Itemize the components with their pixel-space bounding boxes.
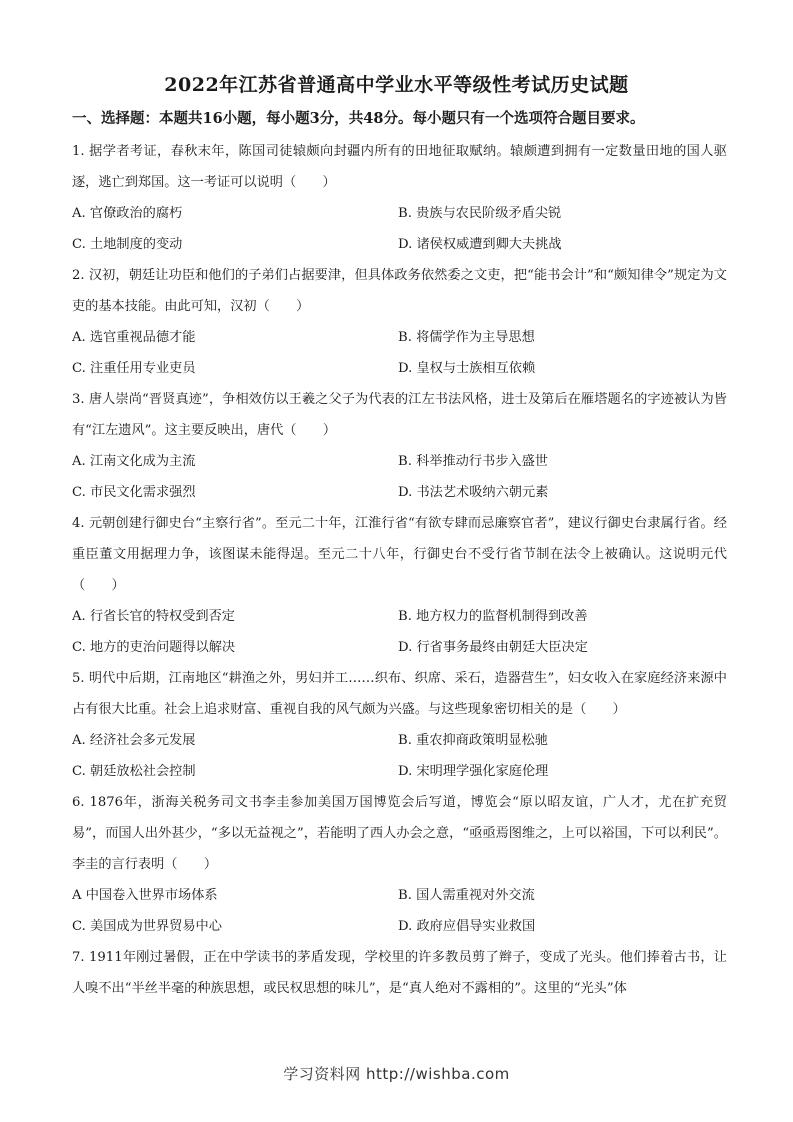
page-title: 2022年江苏省普通高中学业水平等级性考试历史试题 (164, 74, 629, 96)
question-stem: 4. 元朝创建行御史台“主察行省”。至元二十年，江淮行省“有欲专肆而忌廉察官者”，建议行御史台隶属行省。经重臣董文用据理力争，该图谋未能得逞。至元二十八年，行御史台不受行省节制在法令上被确认。这说明元代（ ） (72, 516, 727, 593)
option-a: A. 行省长官的特权受到否定 (72, 609, 235, 624)
option-c: C. 美国成为世界贸易中心 (72, 919, 222, 934)
question-stem: 6. 1876年，浙海关税务司文书李圭参加美国万国博览会后写道，博览会“原以昭友谊，广人才，尤在扩充贸易”，而国人出外甚少，“多以无益视之”，若能明了西人办会之意，“亟亟焉图维之，上可以裕国，下可以利民”。李圭的言行表明（ ） (72, 795, 727, 872)
option-d: D. 书法艺术吸纳六朝元素 (398, 485, 549, 500)
section-heading: 一、选择题：本题共16小题，每小题3分，共48分。每小题只有一个选项符合题目要求。 (72, 110, 645, 127)
option-d: D. 皇权与士族相互依赖 (398, 361, 536, 376)
option-a: A. 江南文化成为主流 (72, 454, 196, 469)
option-c: C. 地方的吏治问题得以解决 (72, 640, 236, 655)
option-b: B. 科举推动行书步入盛世 (398, 454, 548, 469)
question-3 (72, 384, 727, 508)
question-4 (72, 508, 727, 663)
option-c: C. 注重任用专业吏员 (72, 361, 196, 376)
option-a: A. 经济社会多元发展 (72, 733, 196, 748)
option-a: A 中国卷入世界市场体系 (72, 888, 218, 903)
question-1 (72, 136, 727, 260)
option-b: B. 将儒学作为主导思想 (398, 330, 535, 345)
question-stem: 1. 据学者考证，春秋末年，陈国司徒辕颇向封疆内所有的田地征取赋纳。辕颇遭到拥有一定数量田地的国人驱逐，逃亡到郑国。这一考证可以说明（ ） (72, 144, 727, 190)
option-c: C. 市民文化需求强烈 (72, 485, 196, 500)
option-d: D. 诸侯权威遭到卿大夫挑战 (398, 237, 562, 252)
question-stem: 3. 唐人崇尚“晋贤真迹”，争相效仿以王羲之父子为代表的江左书法风格，进士及第后在雁塔题名的字迹被认为皆有“江左遗风”。这主要反映出，唐代（ ） (72, 392, 727, 438)
option-c: C. 朝廷放松社会控制 (72, 764, 196, 779)
question-2 (72, 260, 727, 384)
option-b: B. 贵族与农民阶级矛盾尖锐 (398, 206, 562, 221)
option-a: A. 选官重视品德才能 (72, 330, 196, 345)
question-list (72, 136, 727, 1004)
question-7 (72, 942, 727, 1004)
option-grid (72, 198, 727, 260)
option-b: B. 重农抑商政策明显松驰 (398, 733, 548, 748)
option-a: A. 官僚政治的腐朽 (72, 206, 183, 221)
question-stem: 2. 汉初，朝廷让功臣和他们的子弟们占据要津，但具体政务依然委之文吏，把“能书会计”和“颇知律令”规定为文吏的基本技能。由此可知，汉初（ ） (72, 268, 727, 314)
option-grid (72, 880, 727, 942)
option-b: B. 地方权力的监督机制得到改善 (398, 609, 588, 624)
option-grid (72, 446, 727, 508)
option-d: D. 宋明理学强化家庭伦理 (398, 764, 549, 779)
question-stem: 7. 1911年刚过暑假，正在中学读书的茅盾发现，学校里的许多教员剪了辫子，变成了光头。他们捧着古书，让人嗅不出“半丝半毫的种族思想，或民权思想的味儿”，是“真人绝对不露相的”。这里的“光头”体 (72, 950, 727, 996)
option-c: C. 土地制度的变动 (72, 237, 183, 252)
question-stem: 5. 明代中后期，江南地区“耕渔之外，男妇并工……织布、织席、采石，造器营生”，妇女收入在家庭经济来源中占有很大比重。社会上追求财富、重视自我的风气颇为兴盛。与这些现象密切相关的是（ ） (72, 671, 727, 717)
option-grid (72, 322, 727, 384)
question-6 (72, 787, 727, 942)
option-grid (72, 601, 727, 663)
option-d: D. 行省事务最终由朝廷大臣决定 (398, 640, 588, 655)
option-d: D. 政府应倡导实业救国 (398, 919, 536, 934)
option-b: B. 国人需重视对外交流 (398, 888, 535, 903)
footer-watermark: 学习资料网 http://wishba.com (283, 1065, 510, 1083)
option-grid (72, 725, 727, 787)
question-5 (72, 663, 727, 787)
